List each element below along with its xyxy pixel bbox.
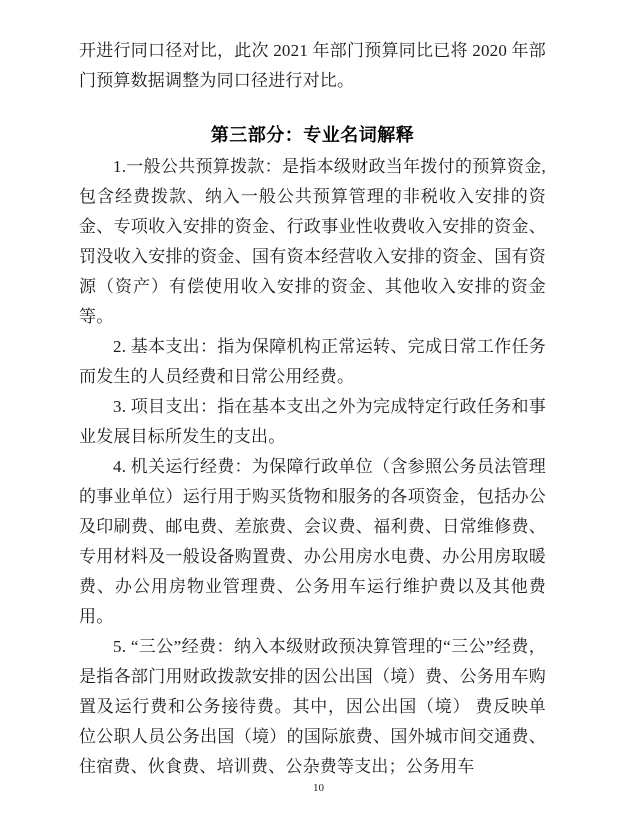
term-definition-three-public-funds: 5. “三公”经费：纳入本级财政预决算管理的“三公”经费，是指各部门用财政拨款安排的因公出国（境）费、公务用车购置及运行费和公务接待费。其中，因公出国（境） 费反映单位公职人员公务出国（境）的国际旅费、国外城市间交通费、住宿费、伙食费、培训费、公杂费等支出；公务用车 — [79, 637, 546, 776]
page-content — [79, 0, 546, 782]
term-definition-agency-operating-funds: 4. 机关运行经费：为保障行政单位（含参照公务员法管理的事业单位）运行用于购买货物和服务的各项资金，包括办公及印刷费、邮电费、差旅费、会议费、福利费、日常维修费、专用材料及一般设备购置费、办公用房水电费、办公用房取暖费、办公用房物业管理费、公务用车运行维护费以及其他费用。 — [79, 457, 546, 626]
section-heading: 第三部分：专业名词解释 — [210, 125, 415, 145]
term-definition-basic-expenditure: 2. 基本支出：指为保障机构正常运转、完成日常工作任务而发生的人员经费和日常公用经费。 — [79, 337, 546, 386]
term-definition-general-public-budget: 1.一般公共预算拨款：是指本级财政当年拨付的预算资金,包含经费拨款、纳入一般公共预算管理的非税收入安排的资金、专项收入安排的资金、行政事业性收费收入安排的资金、罚没收入安排的资金、国有资本经营收入安排的资金、国有资源（资产）有偿使用收入安排的资金、其他收入安排的资金等。 — [79, 157, 546, 326]
term-definition-project-expenditure: 3. 项目支出：指在基本支出之外为完成特定行政任务和事业发展目标所发生的支出。 — [79, 397, 546, 446]
intro-paragraph: 开进行同口径对比，此次 2021 年部门预算同比已将 2020 年部门预算数据调整为同口径进行对比。 — [79, 41, 546, 90]
page-number: 10 — [313, 782, 324, 794]
